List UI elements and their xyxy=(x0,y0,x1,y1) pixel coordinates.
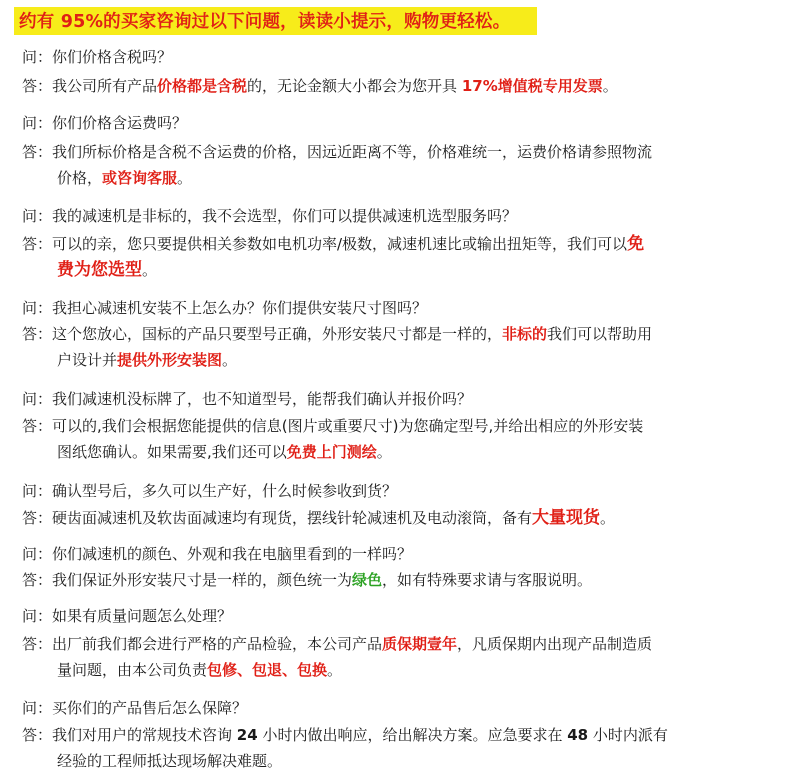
question-1: 问：你们价格含税吗？ xyxy=(22,48,173,66)
answer-3-line-2: 费为您选型。 xyxy=(57,260,158,280)
answer-1: 答：我公司所有产品价格都是含税的，无论金额大小都会为您开具 17%增值税专用发票。 xyxy=(22,77,618,95)
header-title: 约有 95%的买家咨询过以下问题，读读小提示，购物更轻松。 xyxy=(19,12,511,32)
question-5: 问：我们减速机没标牌了，也不知道型号，能帮我们确认并报价吗？ xyxy=(22,390,473,408)
answer-8-line-1: 答：出厂前我们都会进行严格的产品检验，本公司产品质保期壹年，凡质保期内出现产品制造质 xyxy=(22,635,653,653)
question-8: 问：如果有质量问题怎么处理？ xyxy=(22,607,233,625)
question-2: 问：你们价格含运费吗？ xyxy=(22,114,188,132)
answer-5-line-1: 答：可以的,我们会根据您能提供的信息(图片或重要尺寸)为您确定型号,并给出相应的外形安装 xyxy=(22,417,644,435)
answer-9-line-1: 答：我们对用户的常规技术咨询 24 小时内做出响应，给出解决方案。应急要求在 48 小时内派有 xyxy=(22,726,668,744)
question-3: 问：我的减速机是非标的，我不会选型，你们可以提供减速机选型服务吗？ xyxy=(22,207,518,225)
answer-8-line-2: 量问题，由本公司负责包修、包退、包换。 xyxy=(57,661,343,679)
answer-5-line-2: 图纸您确认。如果需要,我们还可以免费上门测绘。 xyxy=(57,443,392,461)
answer-4-line-1: 答：这个您放心，国标的产品只要型号正确，外形安装尺寸都是一样的，非标的我们可以帮助用 xyxy=(22,325,653,343)
question-6: 问：确认型号后，多久可以生产好，什么时候参收到货？ xyxy=(22,482,398,500)
answer-9-line-2: 经验的工程师抵达现场解决难题。 xyxy=(57,752,283,770)
answer-3-line-1: 答：可以的亲，您只要提供相关参数如电机功率/极数，减速机速比或输出扭矩等，我们可以免 xyxy=(22,234,645,254)
question-4: 问：我担心减速机安装不上怎么办？你们提供安装尺寸图吗？ xyxy=(22,299,428,317)
answer-6: 答：硬齿面减速机及软齿面减速均有现货，摆线针轮减速机及电动滚筒，备有大量现货。 xyxy=(22,508,616,528)
answer-2-line-2: 价格，或咨询客服。 xyxy=(57,169,193,187)
question-7: 问：你们减速机的颜色、外观和我在电脑里看到的一样吗？ xyxy=(22,545,413,563)
answer-2-line-1: 答：我们所标价格是含税不含运费的价格，因远近距离不等，价格难统一，运费价格请参照物流 xyxy=(22,143,653,161)
question-9: 问：买你们的产品售后怎么保障？ xyxy=(22,699,248,717)
answer-4-line-2: 户设计并提供外形安装图。 xyxy=(57,351,238,369)
answer-7: 答：我们保证外形安装尺寸是一样的，颜色统一为绿色，如有特殊要求请与客服说明。 xyxy=(22,571,593,589)
